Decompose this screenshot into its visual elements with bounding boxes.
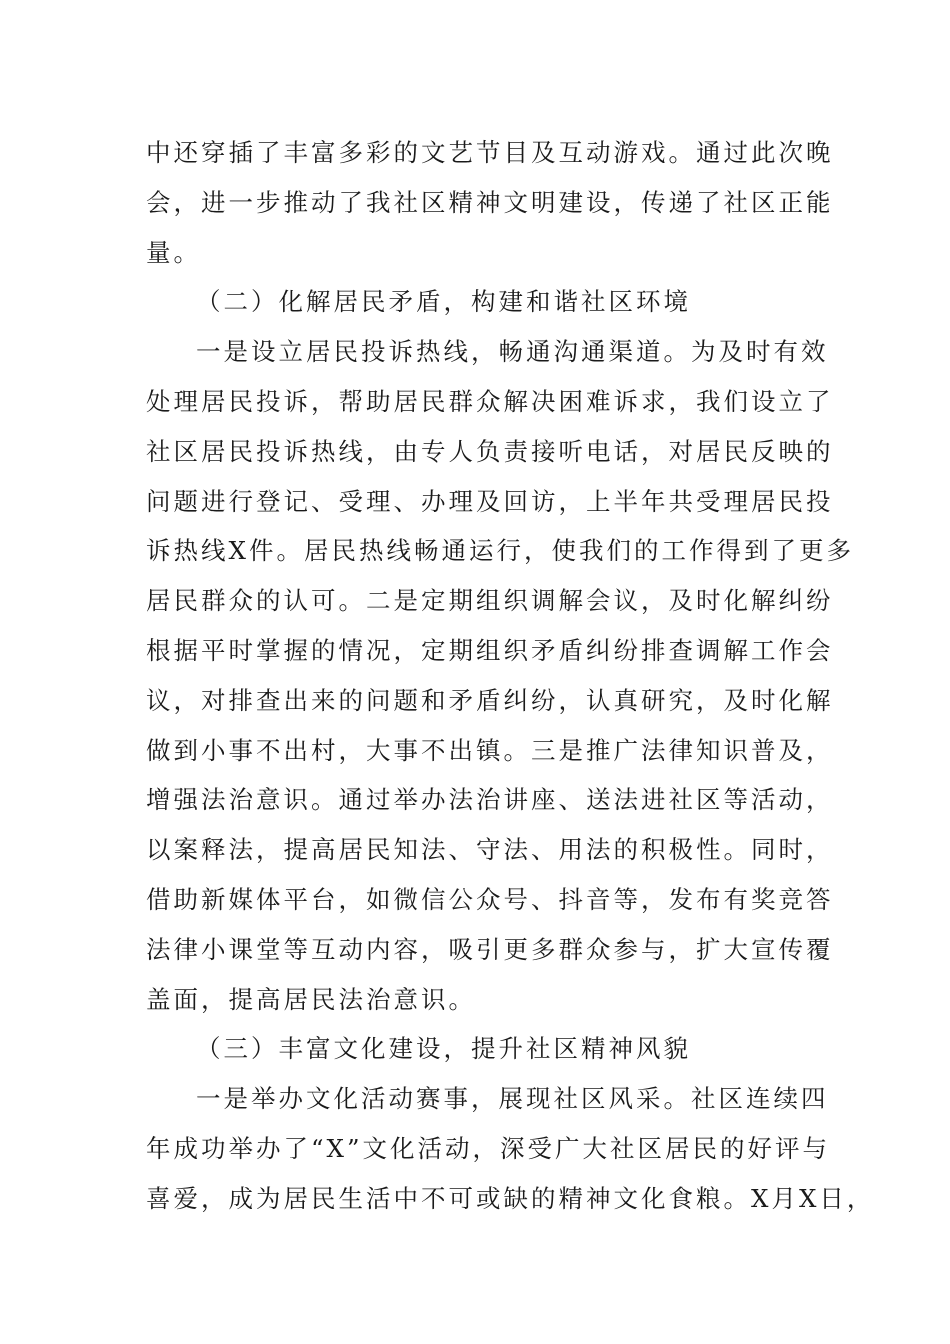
paragraph-line: 做到小事不出村，大事不出镇。三是推广法律知识普及，: [146, 735, 834, 765]
section-heading-2: （二）化解居民矛盾，构建和谐社区环境: [196, 287, 691, 317]
section-heading-3: （三）丰富文化建设，提升社区精神风貌: [196, 1034, 691, 1064]
paragraph-line: 议，对排查出来的问题和矛盾纠纷，认真研究，及时化解: [146, 685, 834, 715]
paragraph-line: 以案释法，提高居民知法、守法、用法的积极性。同时，: [146, 835, 834, 865]
document-body: [146, 128, 875, 1224]
paragraph-line: 法律小课堂等互动内容，吸引更多群众参与，扩大宣传覆: [146, 934, 834, 964]
paragraph-line: 问题进行登记、受理、办理及回访，上半年共受理居民投: [146, 486, 834, 516]
paragraph-line: 量。: [146, 237, 201, 267]
paragraph-line: 诉热线X件。居民热线畅通运行，使我们的工作得到了更多: [146, 536, 854, 566]
paragraph-line: 一是设立居民投诉热线，畅通沟通渠道。为及时有效: [196, 337, 829, 367]
paragraph-line: 处理居民投诉，帮助居民群众解决困难诉求，我们设立了: [146, 386, 834, 416]
paragraph-line: 居民群众的认可。二是定期组织调解会议，及时化解纠纷: [146, 586, 834, 616]
paragraph-line: 社区居民投诉热线，由专人负责接听电话，对居民反映的: [146, 436, 834, 466]
paragraph-line: 增强法治意识。通过举办法治讲座、送法进社区等活动，: [146, 785, 834, 815]
paragraph-line: 根据平时掌握的情况，定期组织矛盾纠纷排查调解工作会: [146, 635, 834, 665]
paragraph-line: 年成功举办了“X”文化活动，深受广大社区居民的好评与: [146, 1133, 830, 1163]
paragraph-line: 会，进一步推动了我社区精神文明建设，传递了社区正能: [146, 187, 834, 217]
paragraph-line: 喜爱，成为居民生活中不可或缺的精神文化食粮。X月X日，: [146, 1183, 875, 1213]
paragraph-line: 借助新媒体平台，如微信公众号、抖音等，发布有奖竞答: [146, 884, 834, 914]
paragraph-line: 盖面，提高居民法治意识。: [146, 984, 476, 1014]
paragraph-line: 一是举办文化活动赛事，展现社区风采。社区连续四: [196, 1084, 829, 1114]
paragraph-line: 中还穿插了丰富多彩的文艺节目及互动游戏。通过此次晚: [146, 138, 834, 167]
